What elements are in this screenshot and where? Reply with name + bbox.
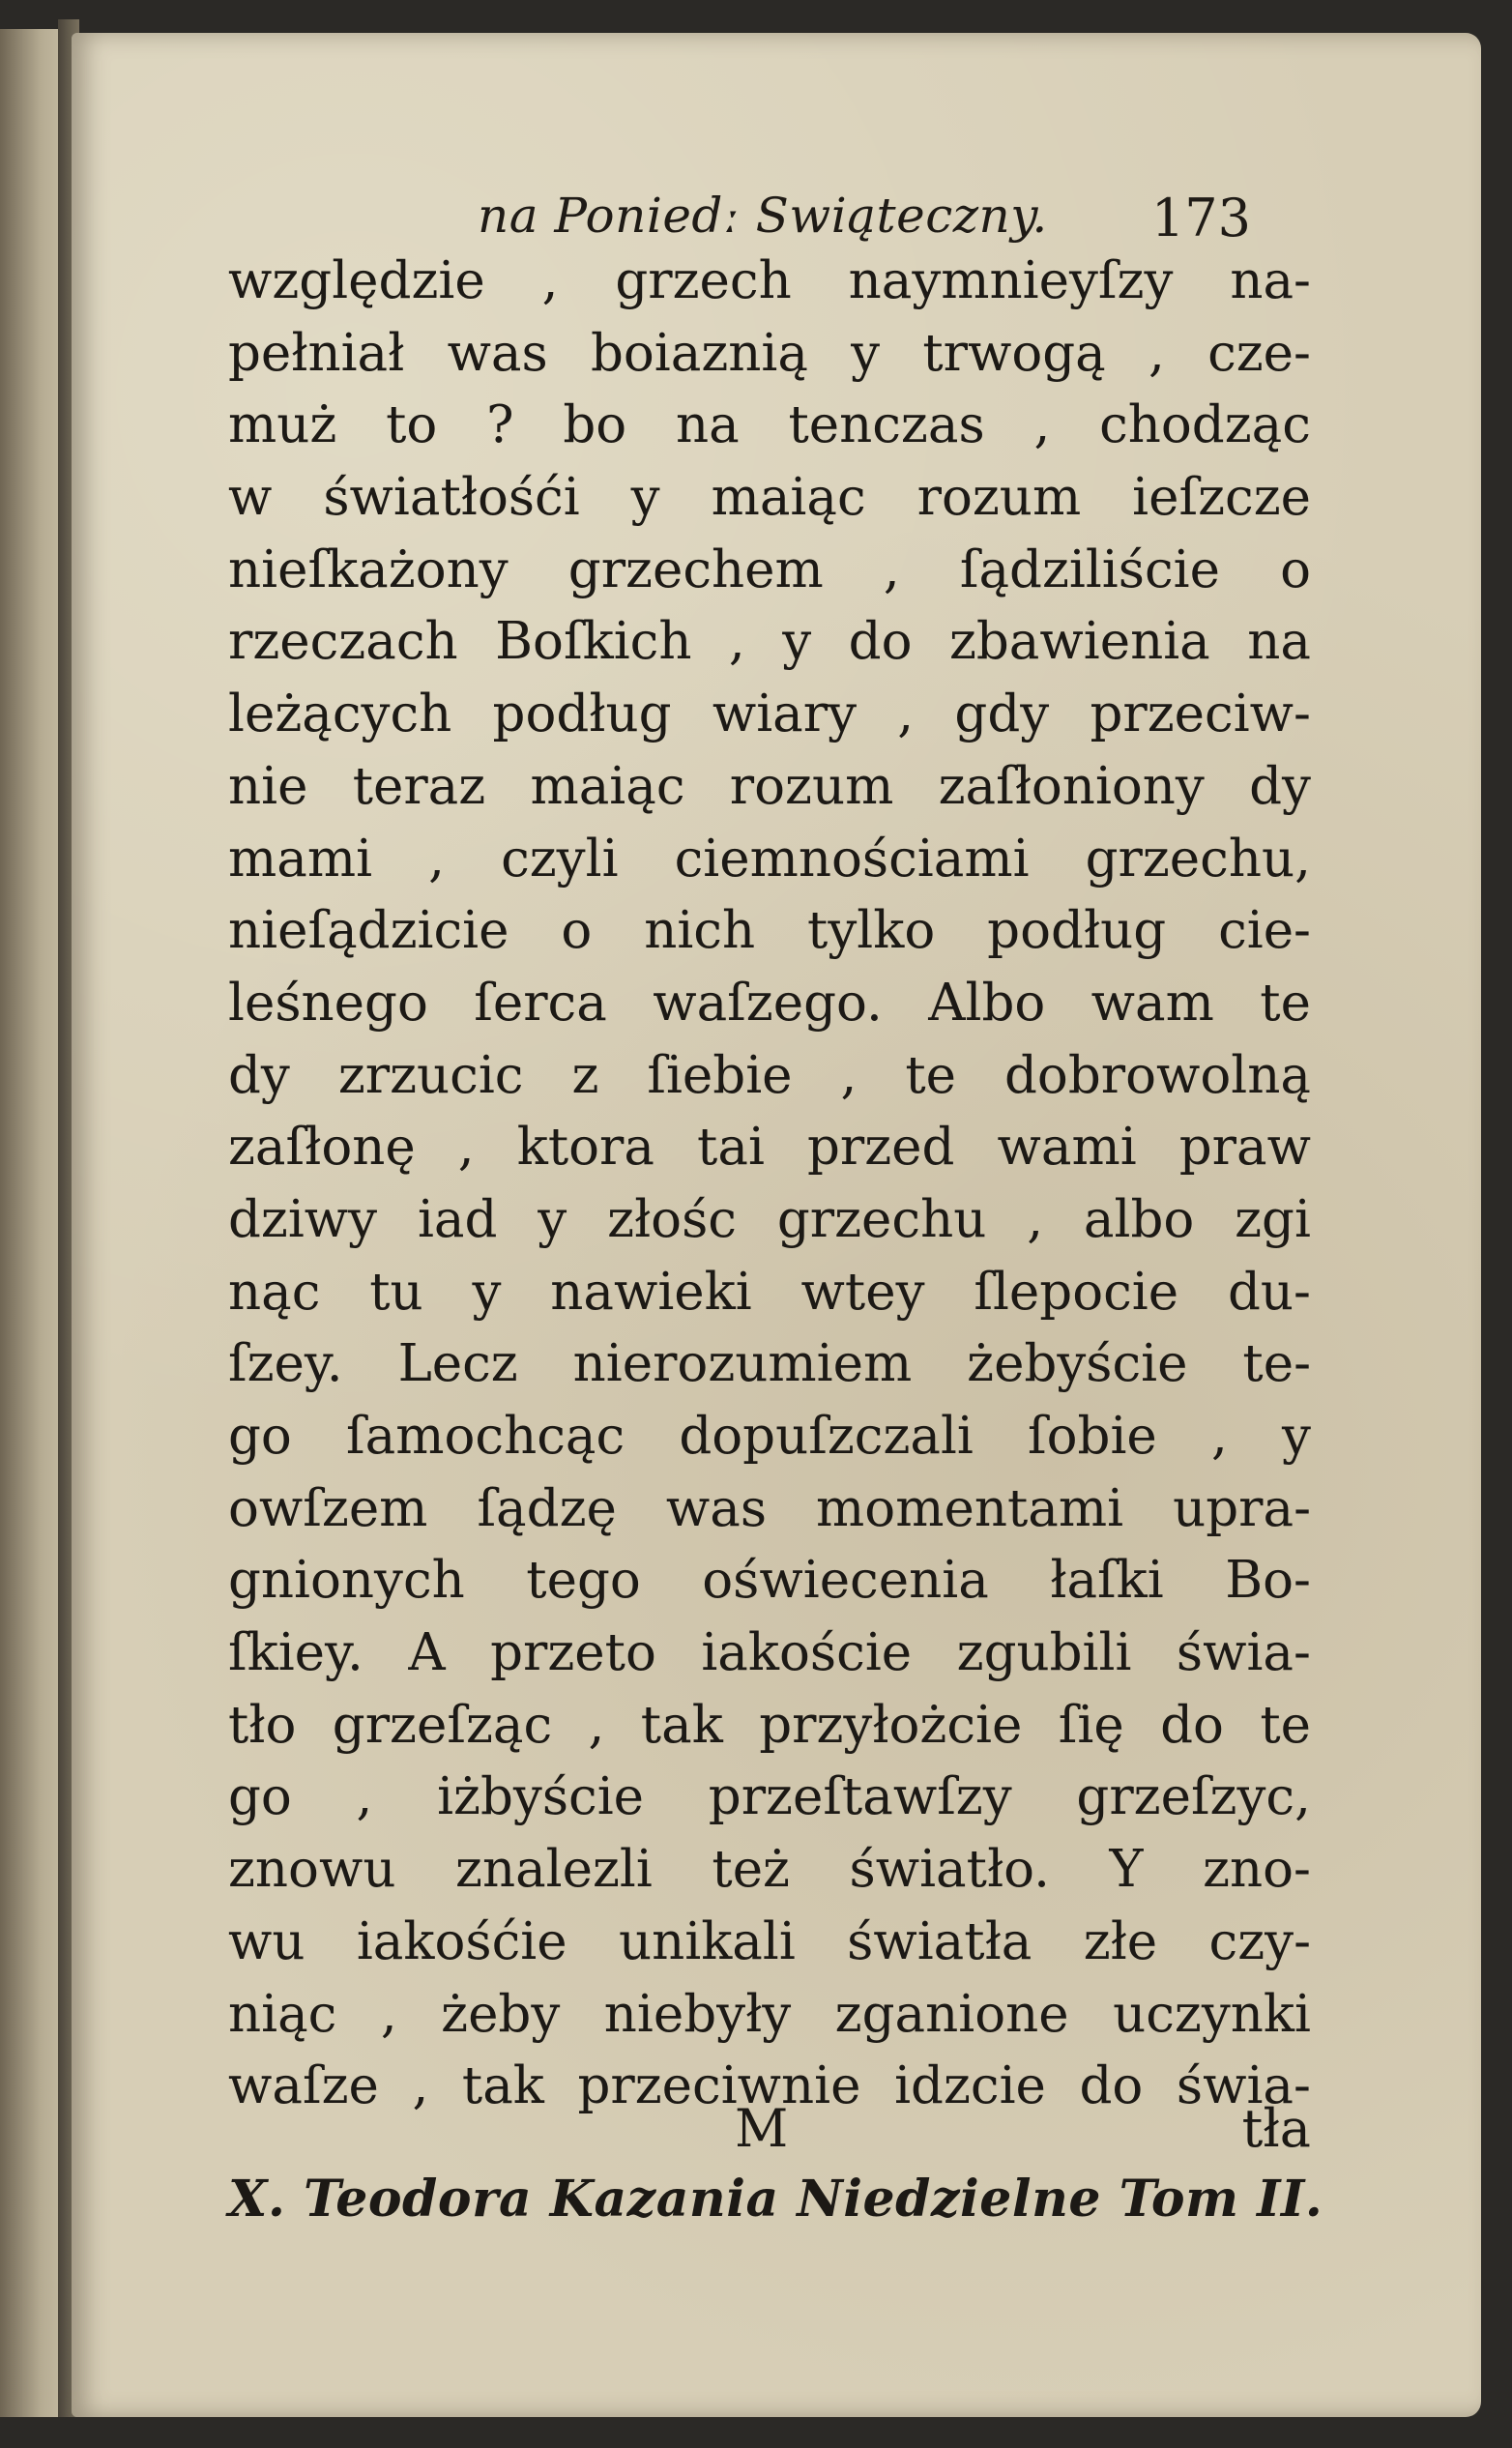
word: grzeſzyc, xyxy=(1076,1767,1311,1827)
word: momentami xyxy=(816,1478,1124,1538)
word: naymnieyſzy xyxy=(848,251,1174,310)
word: zaſłoniony xyxy=(938,756,1205,816)
text-line xyxy=(228,968,1311,1040)
word: zrzucic xyxy=(337,1045,524,1105)
word: y xyxy=(851,323,881,383)
word: te xyxy=(1260,1695,1311,1755)
word: cze- xyxy=(1207,323,1311,383)
word: światłośći xyxy=(323,468,580,528)
word: teraz xyxy=(352,756,486,816)
word: przeciw- xyxy=(1090,685,1311,744)
word: przed xyxy=(806,1118,955,1178)
word: Y xyxy=(1109,1840,1144,1900)
word: tu xyxy=(369,1262,423,1322)
text-line xyxy=(228,679,1311,751)
word: cie- xyxy=(1218,901,1311,961)
word: Lecz xyxy=(397,1334,518,1394)
word: żebyście xyxy=(967,1334,1188,1394)
word: grzech xyxy=(615,251,792,310)
word: zgubili xyxy=(956,1623,1132,1683)
word: przyłożcie xyxy=(759,1695,1023,1755)
word: maiąc xyxy=(530,756,685,816)
word: tenczas xyxy=(788,395,985,455)
word: leśnego xyxy=(228,973,428,1033)
word: , xyxy=(541,251,559,310)
page-number: 173 xyxy=(1150,188,1251,248)
word: ſkiey. xyxy=(228,1623,363,1683)
word: ſamochcąc xyxy=(346,1407,625,1466)
word: zbawienia xyxy=(948,612,1210,672)
word: zganione xyxy=(834,1984,1069,2044)
word: A xyxy=(408,1623,446,1683)
text-line xyxy=(228,1112,1311,1184)
word: owſzem xyxy=(228,1478,428,1538)
word: pełniał xyxy=(228,323,405,383)
word: na- xyxy=(1230,251,1311,310)
word: y xyxy=(1281,1407,1311,1466)
word: , xyxy=(1149,323,1165,383)
word: świa- xyxy=(1176,1623,1311,1683)
word: tak xyxy=(640,1695,723,1755)
word: unikali xyxy=(618,1911,796,1971)
text-line xyxy=(228,1040,1311,1113)
text-line xyxy=(228,390,1311,462)
word: oświecenia xyxy=(702,1551,989,1611)
word: ciemnościami xyxy=(674,829,1030,889)
word: , xyxy=(728,612,745,672)
word: muż xyxy=(228,395,337,455)
word: złośc xyxy=(607,1189,737,1249)
word: nieſądzicie xyxy=(228,901,509,961)
signature-mark: M xyxy=(735,2098,789,2159)
word: go xyxy=(228,1407,292,1466)
word: złe xyxy=(1083,1911,1158,1971)
text-line xyxy=(228,1690,1311,1763)
word: o xyxy=(1280,539,1311,599)
running-head: na Poniedː Swiąteczny. xyxy=(478,188,1048,244)
word: tylko xyxy=(807,901,936,961)
word: na xyxy=(675,395,740,455)
text-line xyxy=(228,895,1311,968)
word: ieſzcze xyxy=(1132,468,1311,528)
word: mami xyxy=(228,829,373,889)
word: zaſłonę xyxy=(228,1118,416,1178)
word: przeſtawſzy xyxy=(708,1767,1012,1827)
word: was xyxy=(447,323,548,383)
word: rzeczach xyxy=(228,612,458,672)
word: podług xyxy=(492,685,672,744)
word: do xyxy=(1160,1695,1224,1755)
word: ktora xyxy=(516,1118,654,1178)
word: na xyxy=(1247,612,1311,672)
word: ſiebie xyxy=(647,1045,793,1105)
word: nieſkażony xyxy=(228,539,509,599)
word: świa- xyxy=(1176,2056,1311,2116)
word: przeciwnie xyxy=(577,2056,861,2116)
text-line xyxy=(228,246,1311,318)
word: idzcie xyxy=(894,2056,1046,2116)
word: Bo- xyxy=(1225,1551,1311,1611)
word: ? xyxy=(486,395,514,455)
text-line xyxy=(228,1328,1311,1401)
word: gdy xyxy=(954,685,1050,744)
word: ſądziliście xyxy=(959,539,1220,599)
word: tego xyxy=(526,1551,641,1611)
word: nich xyxy=(644,901,756,961)
word: , xyxy=(897,685,915,744)
word: , xyxy=(356,1767,373,1827)
word: ſzey. xyxy=(228,1334,343,1394)
word: niebyły xyxy=(603,1984,792,2044)
word: rozum xyxy=(729,756,894,816)
word: grzechu, xyxy=(1085,829,1311,889)
word: iżbyście xyxy=(437,1767,645,1827)
word: Boſkich xyxy=(495,612,692,672)
word: znalezli xyxy=(455,1840,653,1900)
word: grzeſząc xyxy=(332,1695,553,1755)
word: albo xyxy=(1083,1189,1195,1249)
text-line xyxy=(228,1545,1311,1617)
word: te xyxy=(1260,973,1311,1033)
word: , xyxy=(883,539,900,599)
word: waſzego. xyxy=(653,973,883,1033)
word: nawieki xyxy=(550,1262,752,1322)
word: waſze xyxy=(228,2056,379,2116)
text-line xyxy=(228,1834,1311,1907)
word: czyli xyxy=(501,829,619,889)
text-line xyxy=(228,1907,1311,1979)
word: grzechu xyxy=(776,1189,987,1249)
text-line xyxy=(228,824,1311,896)
word: wami xyxy=(997,1118,1137,1178)
word: czy- xyxy=(1208,1911,1311,1971)
word: , xyxy=(428,829,445,889)
word: chodząc xyxy=(1099,395,1311,455)
word: du- xyxy=(1227,1262,1311,1322)
word: grzechem xyxy=(567,539,824,599)
text-line xyxy=(228,1257,1311,1329)
word: o xyxy=(561,901,593,961)
word: ſerca xyxy=(474,973,607,1033)
word: zno- xyxy=(1203,1840,1311,1900)
word: przeto xyxy=(490,1623,656,1683)
word: światło. xyxy=(849,1840,1050,1900)
word: tai xyxy=(697,1118,765,1178)
word: wam xyxy=(1090,973,1214,1033)
word: iakośćie xyxy=(356,1911,567,1971)
word: te- xyxy=(1242,1334,1311,1394)
word: was xyxy=(665,1478,768,1538)
word: te xyxy=(905,1045,957,1105)
word: dziwy xyxy=(228,1189,378,1249)
word: maiąc xyxy=(711,468,866,528)
word: wiary xyxy=(712,685,858,744)
word: y xyxy=(782,612,812,672)
word: Albo xyxy=(928,973,1046,1033)
catch-row xyxy=(228,2098,1311,2175)
text-line xyxy=(228,1617,1311,1690)
word: iakoście xyxy=(701,1623,913,1683)
word: nierozumiem xyxy=(572,1334,913,1394)
word: , xyxy=(1210,1407,1228,1466)
word: to xyxy=(386,395,438,455)
text-line xyxy=(228,462,1311,535)
word: dy xyxy=(1249,756,1311,816)
word: w xyxy=(228,468,273,528)
text-line xyxy=(228,1401,1311,1473)
word: dobrowolną xyxy=(1003,1045,1311,1105)
word: względzie xyxy=(228,251,485,310)
word: ſię xyxy=(1058,1695,1124,1755)
word: z xyxy=(571,1045,599,1105)
book-page xyxy=(72,33,1481,2417)
word: uczynki xyxy=(1113,1984,1311,2044)
word: znowu xyxy=(228,1840,396,1900)
word: ſądzę xyxy=(477,1478,617,1538)
text-line xyxy=(228,1762,1311,1834)
word: , xyxy=(1033,395,1051,455)
word: żeby xyxy=(441,1984,561,2044)
word: ſlepocie xyxy=(974,1262,1179,1322)
word: , xyxy=(412,2056,429,2116)
word: rozum xyxy=(916,468,1082,528)
word: iad xyxy=(417,1189,498,1249)
text-line xyxy=(228,1979,1311,2052)
word: dopuſzczali xyxy=(679,1407,974,1466)
word: praw xyxy=(1178,1118,1311,1178)
word: , xyxy=(840,1045,858,1105)
word: dy xyxy=(228,1045,290,1105)
word: podług xyxy=(987,901,1167,961)
word: bo xyxy=(563,395,627,455)
word: tak xyxy=(461,2056,544,2116)
text-line xyxy=(228,1184,1311,1257)
page-header xyxy=(478,178,1348,255)
word: upra- xyxy=(1173,1478,1311,1538)
word: do xyxy=(1079,2056,1144,2116)
text-line xyxy=(228,1473,1311,1546)
word: łaſki xyxy=(1050,1551,1164,1611)
word: go xyxy=(228,1767,292,1827)
text-line xyxy=(228,751,1311,824)
text-line xyxy=(228,318,1311,391)
word: do xyxy=(848,612,913,672)
word: y xyxy=(472,1262,502,1322)
word: , xyxy=(1027,1189,1044,1249)
word: wtey xyxy=(800,1262,925,1322)
word: boiaznią xyxy=(590,323,808,383)
word: trwogą xyxy=(922,323,1106,383)
word: y xyxy=(630,468,660,528)
word: gnionych xyxy=(228,1551,465,1611)
word: niąc xyxy=(228,1984,337,2044)
body-text xyxy=(228,246,1311,2123)
word: światła xyxy=(847,1911,1032,1971)
word: nąc xyxy=(228,1262,321,1322)
word: leżących xyxy=(228,685,452,744)
word: , xyxy=(588,1695,605,1755)
word: nie xyxy=(228,756,308,816)
word: wu xyxy=(228,1911,305,1971)
word: tło xyxy=(228,1695,297,1755)
text-line xyxy=(228,606,1311,679)
word: , xyxy=(380,1984,397,2044)
word: y xyxy=(538,1189,567,1249)
word: też xyxy=(712,1840,790,1900)
catchword: tła xyxy=(1241,2098,1311,2159)
word: zgi xyxy=(1235,1189,1311,1249)
word: ſobie xyxy=(1028,1407,1157,1466)
book-title-footer: X. Teodora Kazania Niedzielne Tom II. xyxy=(228,2170,1323,2229)
text-line xyxy=(228,535,1311,607)
word: , xyxy=(457,1118,475,1178)
